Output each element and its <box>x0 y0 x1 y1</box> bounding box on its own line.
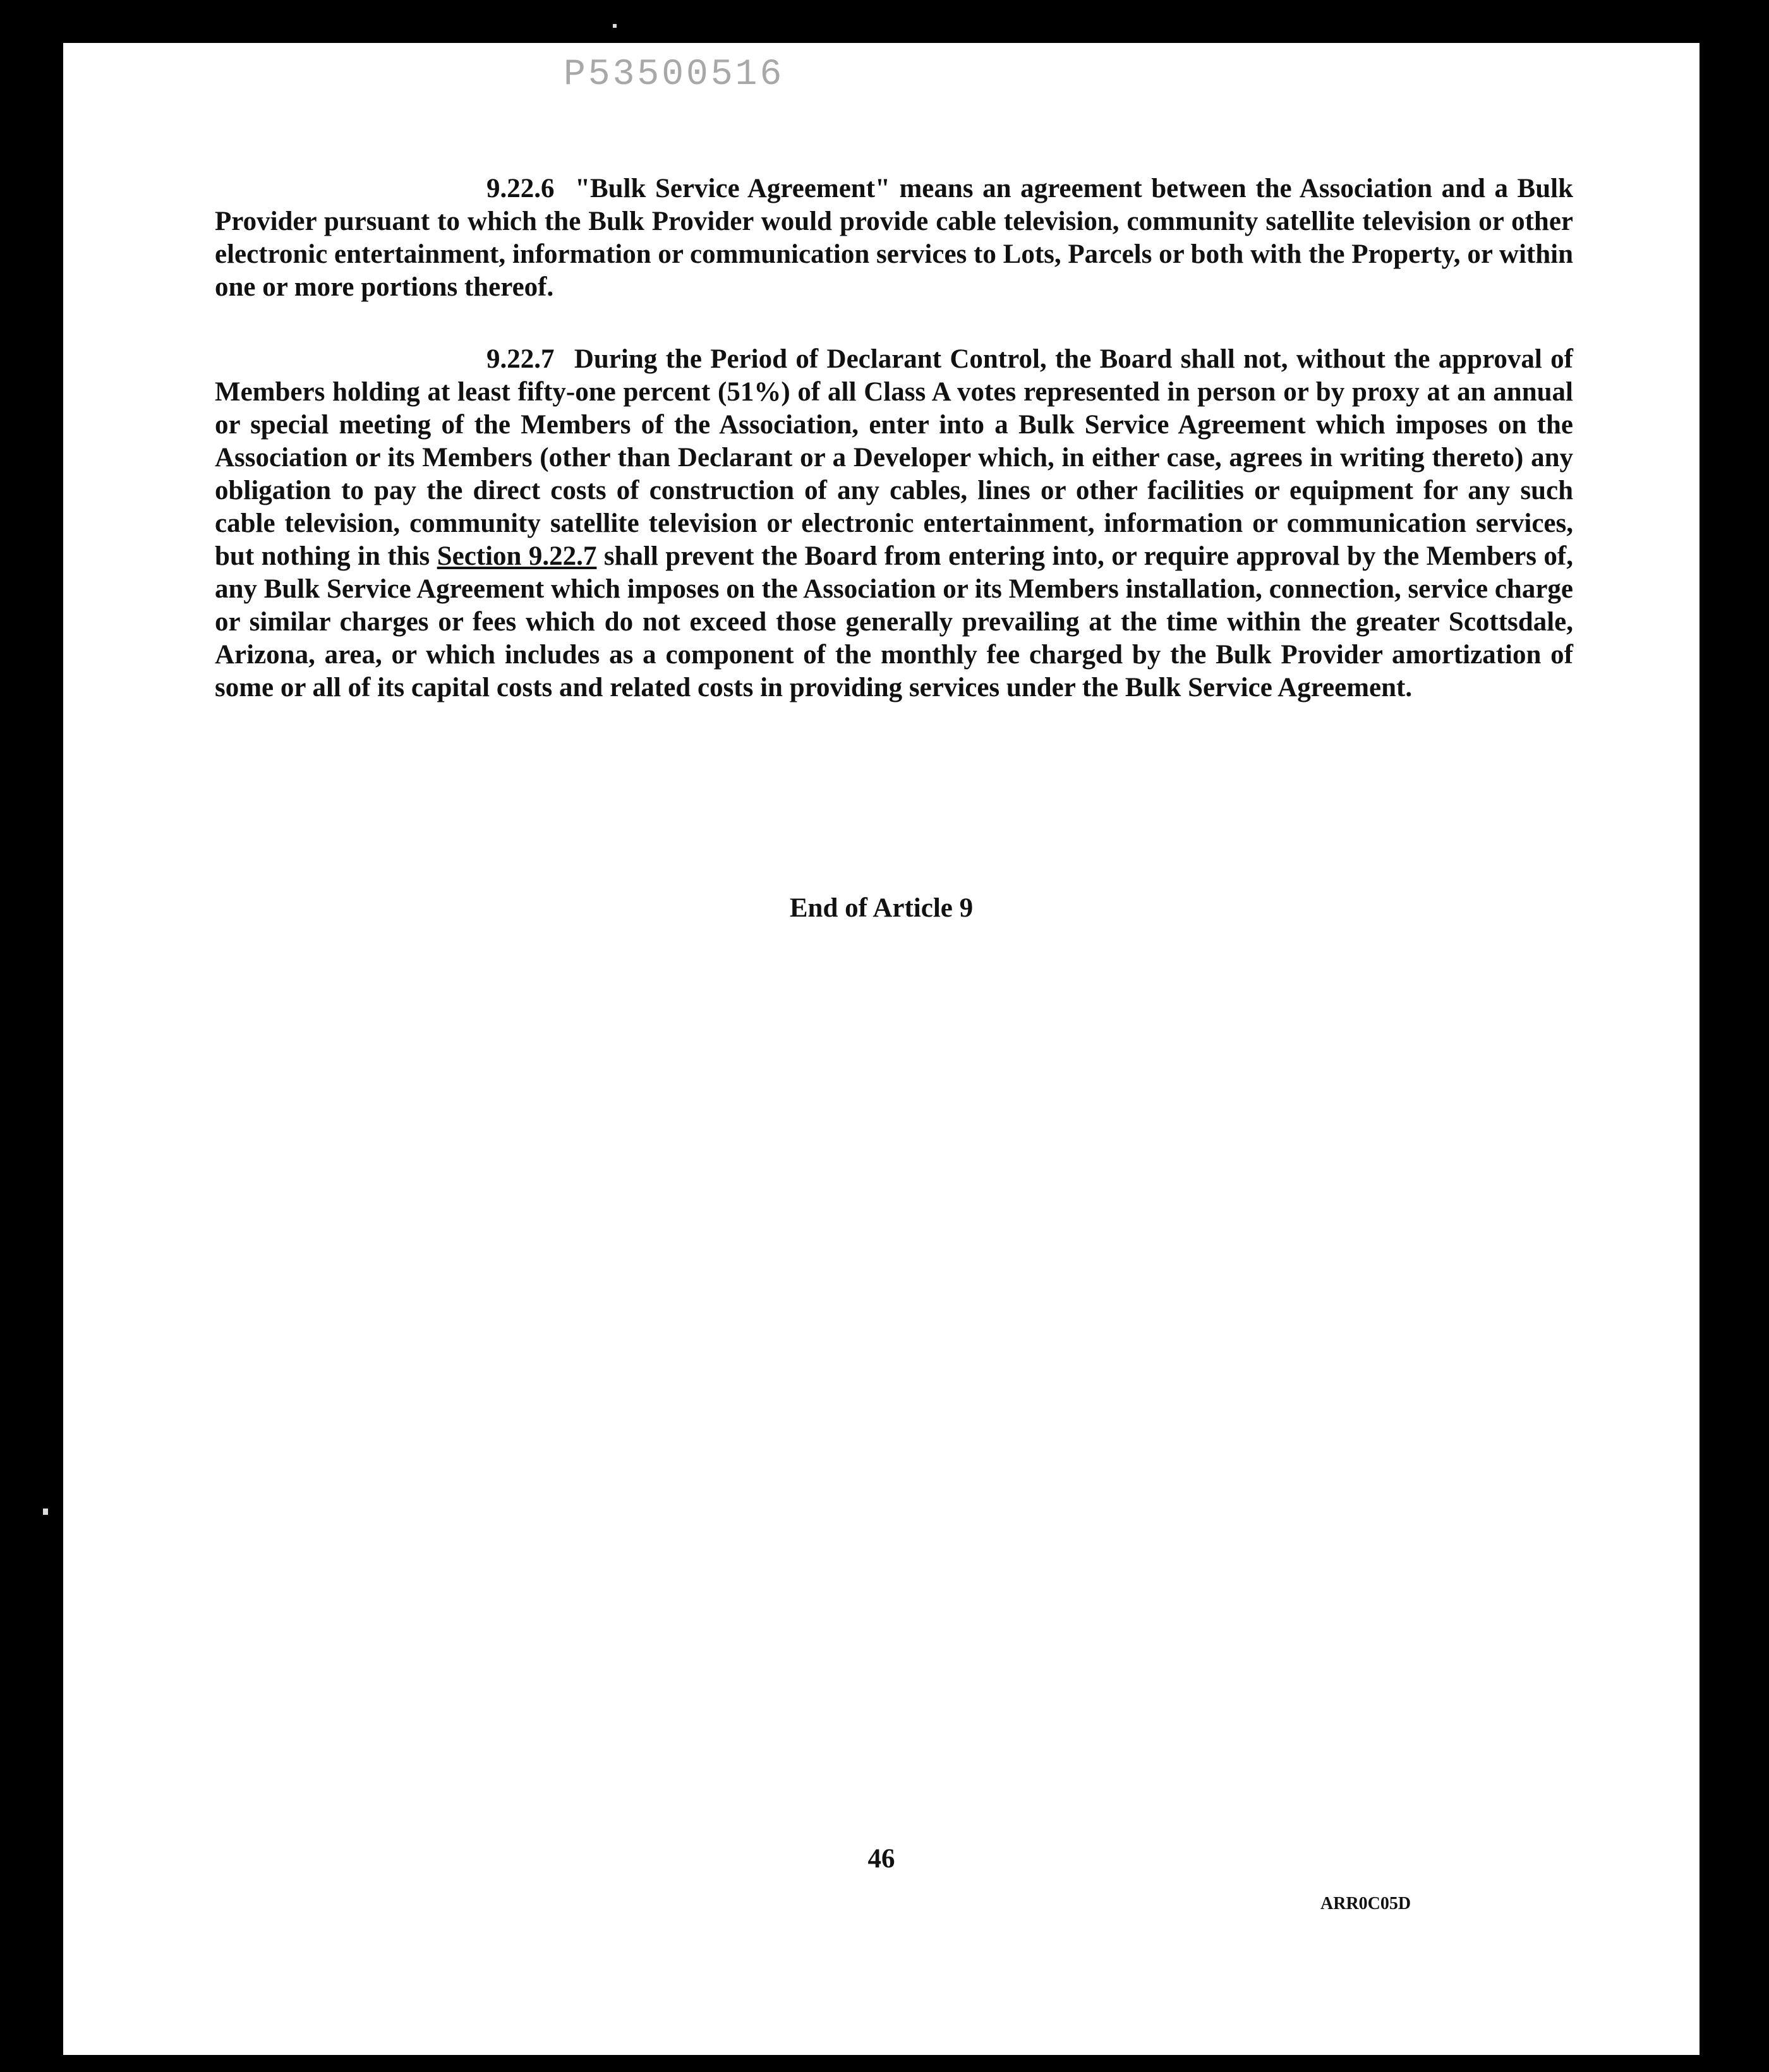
section-9-22-6-paragraph <box>215 172 1573 304</box>
paragraph-text: "Bulk Service Agreement" means an agreement between the Association and a Bulk Provider pursuant to which the Bulk Provider would provide cable television, community satellite television or other electronic entertainment, information or communication services to Lots, Parcels or both with the Property, or within one or more portions thereof. <box>215 174 1574 302</box>
end-of-article-heading: End of Article 9 <box>789 893 974 923</box>
section-number: 9.22.6 <box>486 174 555 203</box>
paragraph-text-continued: shall prevent the Board from entering into, or require approval by the Members of, any Bulk Service Agreement which imposes on the Association or its Members installation, connection, service charge or similar charges or fees which do not exceed those generally prevailing at the time within the greater Scottsdale, Arizona, area, or which includes as a component of the monthly fee charged by the Bulk Provider amortization of some or all of its capital costs and related costs in providing services under the Bulk Service Agreement. <box>215 541 1573 702</box>
section-9-22-7-paragraph <box>215 343 1573 704</box>
document-stamp: P53500516 <box>564 54 785 95</box>
section-number: 9.22.7 <box>486 344 555 374</box>
page-number: 46 <box>867 1844 895 1874</box>
document-code: ARR0C05D <box>1320 1894 1411 1913</box>
document-page <box>63 43 1700 2055</box>
paragraph-text: During the Period of Declarant Control, the Board shall not, without the approval of Members holding at least fifty-one percent (51%) of all Class A votes represented in person or by proxy at an annual or special meeting of the Members of the Association, enter into a Bulk Service Agreement which imposes on the Association or its Members (other than Declarant or a Developer which, in either case, agrees in writing thereto) any obligation to pay the direct costs of construction of any cables, lines or other facilities or equipment for any such cable television, community satellite television or electronic entertainment, information or communication services, but nothing in this <box>215 344 1574 571</box>
scan-speck <box>613 24 617 28</box>
scan-speck <box>43 1509 48 1515</box>
section-reference: Section 9.22.7 <box>437 541 597 571</box>
